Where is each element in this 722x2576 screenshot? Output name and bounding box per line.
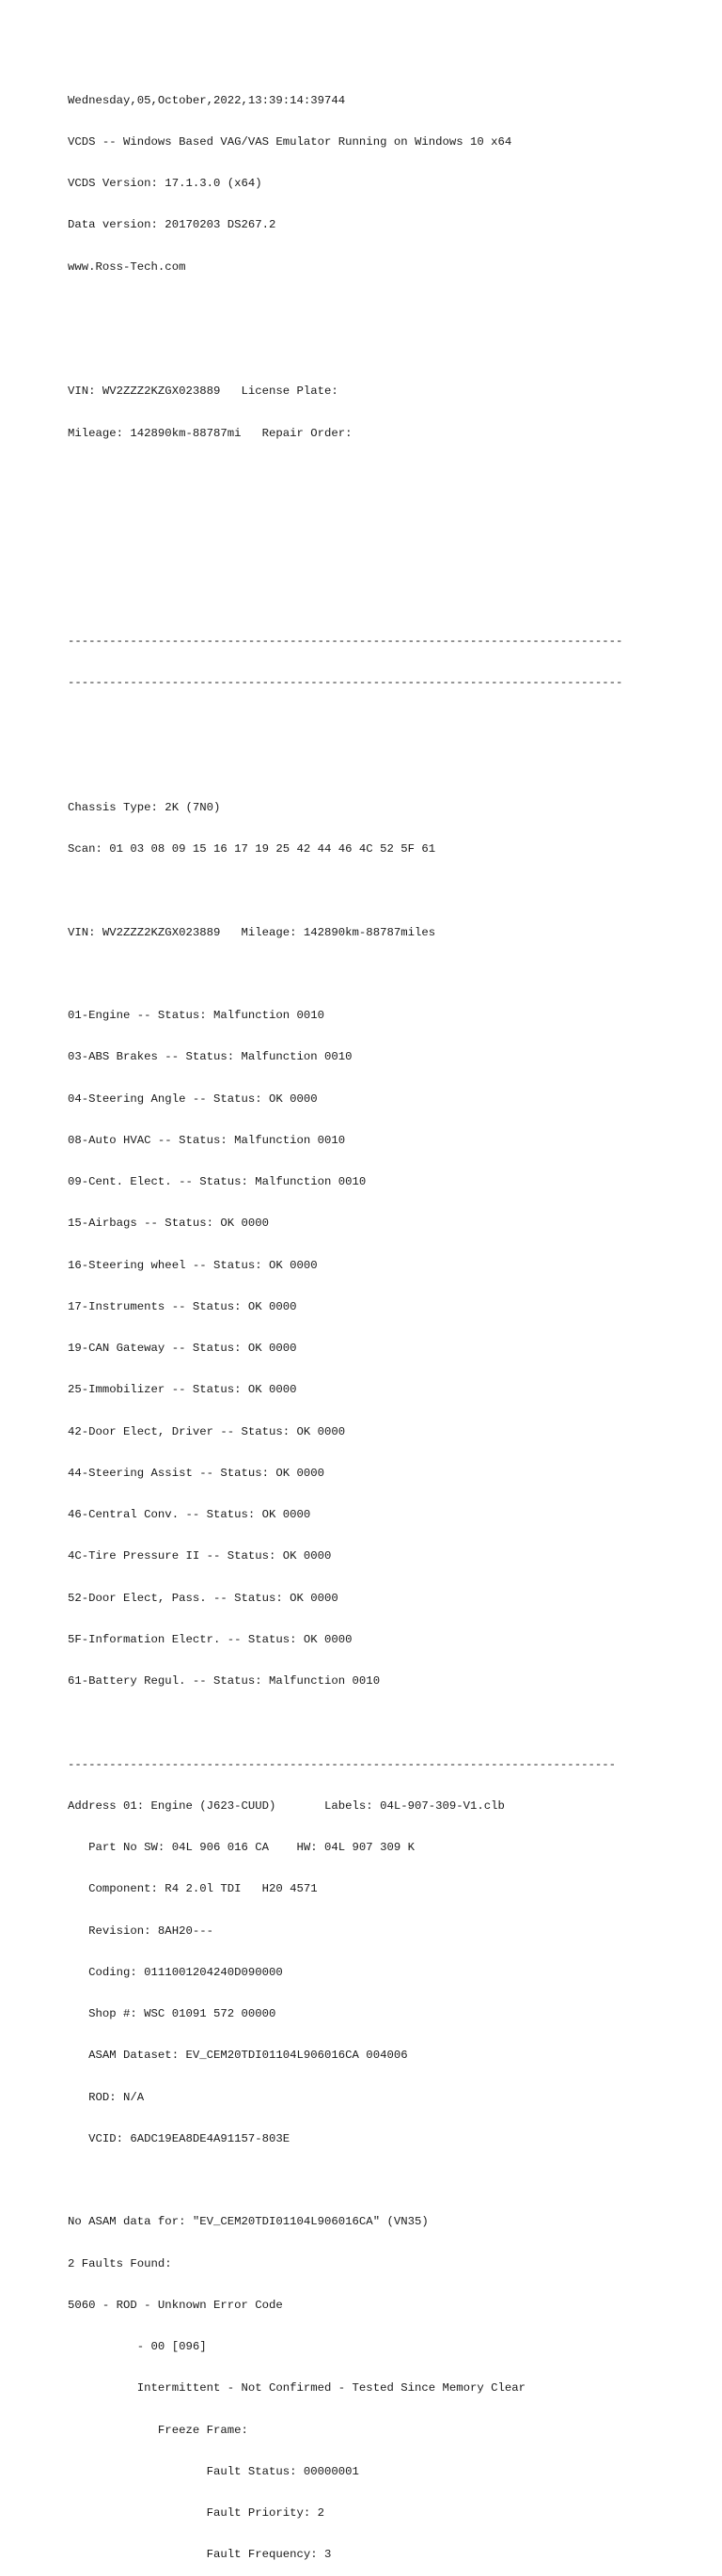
- module-status-line: 5F-Information Electr. -- Status: OK 0000: [68, 1632, 353, 1646]
- scan-list: Scan: 01 03 08 09 15 16 17 19 25 42 44 46 4C 52 5F 61: [68, 842, 436, 856]
- module-status-line: 15-Airbags -- Status: OK 0000: [68, 1217, 270, 1231]
- spacer: [68, 343, 651, 357]
- module-status-line: 25-Immobilizer -- Status: OK 0000: [68, 1383, 297, 1397]
- address-detail: Component: R4 2.0l TDI H20 4571: [68, 1882, 318, 1896]
- module-status-line: 52-Door Elect, Pass. -- Status: OK 0000: [68, 1591, 338, 1605]
- address-detail: Shop #: WSC 01091 572 00000: [68, 2007, 276, 2020]
- spacer: [68, 2174, 651, 2188]
- module-status-line: 01-Engine -- Status: Malfunction 0010: [68, 1009, 325, 1022]
- product-name: VCDS -- Windows Based VAG/VAS Emulator Running on Windows 10 x64: [68, 134, 512, 149]
- vcds-version: VCDS Version: 17.1.3.0 (x64): [68, 177, 262, 190]
- address-detail: ASAM Dataset: EV_CEM20TDI01104L906016CA 004006: [68, 2049, 408, 2063]
- no-asam-data: No ASAM data for: "EV_CEM20TDI01104L906016CA" (VN35): [68, 2215, 429, 2229]
- separator-line: --------------------------------------------------------------------------------: [68, 634, 623, 648]
- module-status-line: 03-ABS Brakes -- Status: Malfunction 0010: [68, 1050, 353, 1064]
- fault-line: Freeze Frame:: [68, 2423, 248, 2437]
- module-status-line: 46-Central Conv. -- Status: OK 0000: [68, 1508, 311, 1521]
- fault-line: - 00 [096]: [68, 2340, 207, 2353]
- module-status-line: 04-Steering Angle -- Status: OK 0000: [68, 1092, 318, 1106]
- spacer: [68, 302, 651, 316]
- module-status-line: 08-Auto HVAC -- Status: Malfunction 0010: [68, 1133, 346, 1147]
- address-detail: Part No SW: 04L 906 016 CA HW: 04L 907 309 K: [68, 1841, 415, 1854]
- module-status-line: 09-Cent. Elect. -- Status: Malfunction 0010: [68, 1175, 367, 1188]
- address-detail: Revision: 8AH20---: [68, 1924, 213, 1938]
- vin-mileage: VIN: WV2ZZZ2KZGX023889 Mileage: 142890km-88787miles: [68, 925, 436, 939]
- spacer: [68, 1716, 651, 1730]
- spacer: [68, 551, 651, 565]
- module-status-line: 42-Door Elect, Driver -- Status: OK 0000: [68, 1424, 346, 1438]
- fault-line: Fault Status: 00000001: [68, 2464, 359, 2478]
- module-status-line: 17-Instruments -- Status: OK 0000: [68, 1299, 297, 1313]
- spacer: [68, 717, 651, 731]
- chassis-type: Chassis Type: 2K (7N0): [68, 800, 221, 814]
- fault-line: Intermittent - Not Confirmed - Tested Since Memory Clear: [68, 2381, 526, 2395]
- fault-line: 5060 - ROD - Unknown Error Code: [68, 2298, 283, 2312]
- website: www.Ross-Tech.com: [68, 259, 186, 274]
- fault-line: Fault Priority: 2: [68, 2506, 325, 2520]
- spacer: [68, 760, 651, 774]
- spacer: [68, 593, 651, 607]
- vin-license-plate: VIN: WV2ZZZ2KZGX023889 License Plate:: [68, 385, 338, 399]
- faults-found: 2 Faults Found:: [68, 2256, 172, 2270]
- address-detail: VCID: 6ADC19EA8DE4A91157-803E: [68, 2131, 290, 2145]
- spacer: [68, 967, 651, 982]
- module-status-line: 16-Steering wheel -- Status: OK 0000: [68, 1258, 318, 1272]
- module-status-line: 4C-Tire Pressure II -- Status: OK 0000: [68, 1549, 332, 1563]
- module-status-line: 44-Steering Assist -- Status: OK 0000: [68, 1466, 325, 1480]
- separator-line: --------------------------------------------------------------------------------: [68, 676, 623, 689]
- mileage-repair-order: Mileage: 142890km-88787mi Repair Order:: [68, 426, 353, 440]
- separator-line: -------------------------------------------------------------------------------: [68, 1757, 616, 1771]
- data-version: Data version: 20170203 DS267.2: [68, 218, 276, 232]
- scan-report: [68, 66, 651, 2576]
- report-timestamp: Wednesday,05,October,2022,13:39:14:39744: [68, 93, 346, 107]
- spacer: [68, 468, 651, 482]
- spacer: [68, 884, 651, 898]
- address-detail: Coding: 0111001204240D090000: [68, 1965, 283, 1979]
- module-status-line: 19-CAN Gateway -- Status: OK 0000: [68, 1342, 297, 1355]
- spacer: [68, 510, 651, 524]
- address-title: Address 01: Engine (J623-CUUD) Labels: 04L-907-309-V1.clb: [68, 1798, 505, 1813]
- address-detail: ROD: N/A: [68, 2090, 145, 2104]
- module-status-line: 61-Battery Regul. -- Status: Malfunction 0010: [68, 1674, 381, 1688]
- fault-line: Fault Frequency: 3: [68, 2548, 332, 2562]
